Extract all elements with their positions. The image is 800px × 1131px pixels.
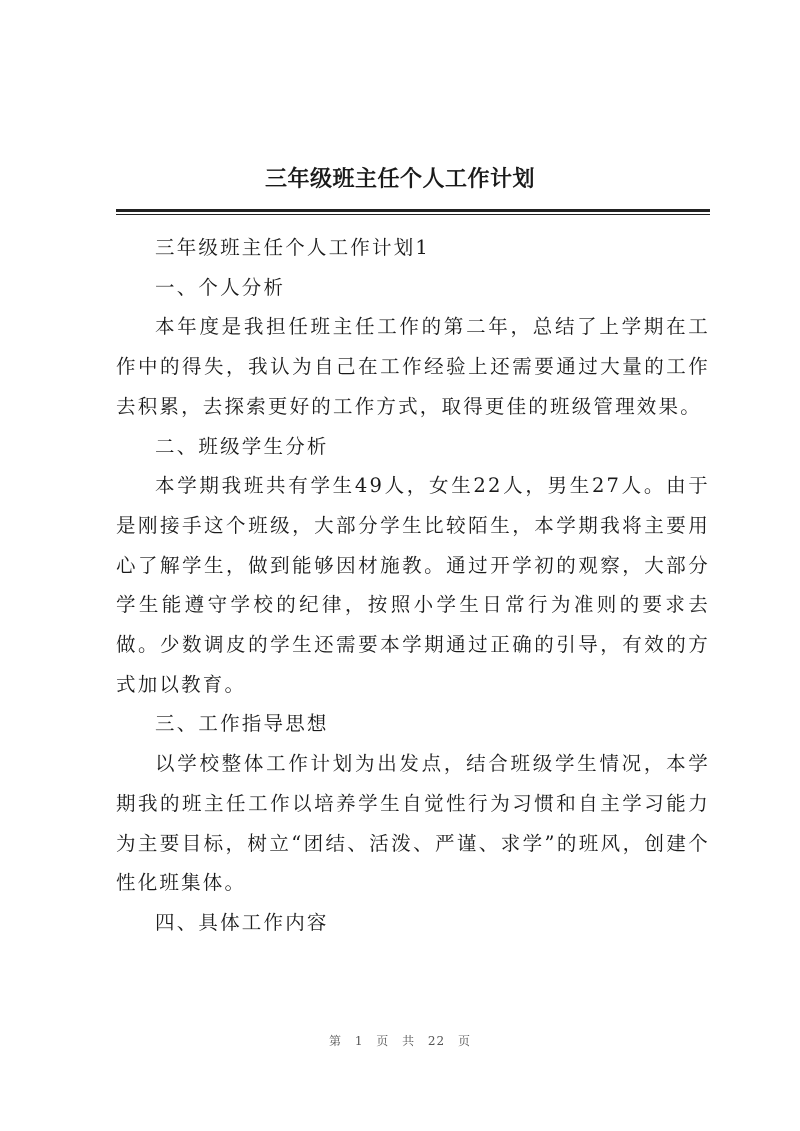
document-title: 三年级班主任个人工作计划 — [264, 166, 535, 192]
document-body — [116, 228, 710, 943]
title-divider-thick — [116, 209, 710, 212]
body-paragraph: 本年度是我担任班主任工作的第二年，总结了上学期在工作中的得失，我认为自己在工作经验上还需要通过大量的工作去积累，去探索更好的工作方式，取得更佳的班级管理效果。 — [116, 315, 710, 418]
title-divider-thin — [116, 214, 710, 215]
section-heading-3: 三、工作指导思想 — [155, 712, 329, 736]
page-number-footer: 第 1 页 共 22 页 — [329, 1034, 471, 1048]
body-paragraph: 本学期我班共有学生49人，女生22人，男生27人。由于是刚接手这个班级，大部分学生比较陌生，本学期我将主要用心了解学生，做到能够因材施教。通过开学初的观察，大部分学生能遵守学校的纪律，按照小学生日常行为准则的要求去做。少数调皮的学生还需要本学期通过正确的引导，有效的方式加以教育。 — [116, 474, 710, 696]
section-heading-2: 二、班级学生分析 — [155, 434, 329, 458]
body-paragraph: 以学校整体工作计划为出发点，结合班级学生情况，本学期我的班主任工作以培养学生自觉性行为习惯和自主学习能力为主要目标，树立“团结、活泼、严谨、求学”的班风，创建个性化班集体。 — [116, 752, 710, 895]
section-heading-4: 四、具体工作内容 — [155, 910, 329, 934]
subtitle-paragraph: 三年级班主任个人工作计划1 — [155, 236, 431, 259]
section-heading-1: 一、个人分析 — [155, 275, 286, 299]
